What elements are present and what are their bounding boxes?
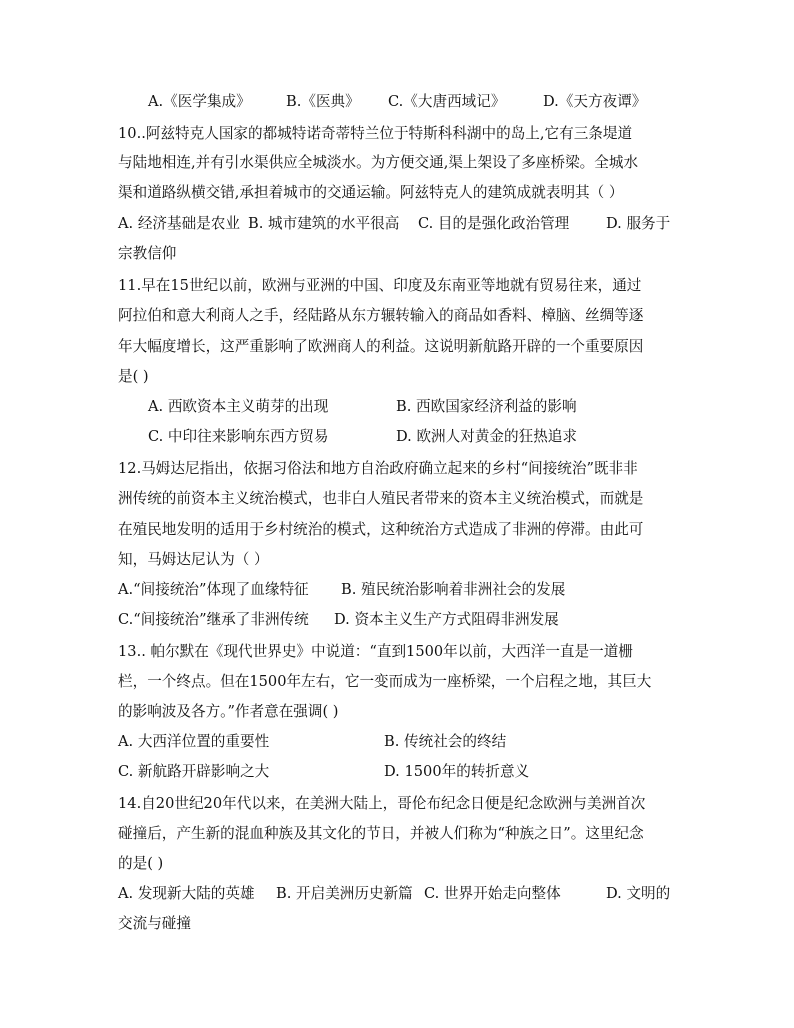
q9-option-d: D.《天方夜谭》 (543, 93, 647, 110)
q13-stem-line: 栏，一个终点。但在1500年左右，它一变而成为一座桥梁，一个启程之地，其巨大 (118, 673, 652, 690)
q14-option-d: D. 文明的 (606, 885, 671, 902)
q9-option-a: A.《医学集成》 (148, 93, 251, 110)
q12-stem-line: 12.马姆达尼指出，依据习俗法和地方自治政府确立起来的乡村“间接统治”既非非 (118, 460, 638, 477)
q12-option-d: D. 资本主义生产方式阻碍非洲发展 (334, 611, 559, 628)
q11-stem-line: 11.早在15世纪以前，欧洲与亚洲的中国、印度及东南亚等地就有贸易往来，通过 (118, 277, 642, 294)
q10-option-d: D. 服务于 (606, 215, 671, 232)
q14-stem-line: 碰撞后，产生新的混血种族及其文化的节日，并被人们称为“种族之日”。这里纪念 (118, 825, 644, 842)
q13-option-d: D. 1500年的转折意义 (384, 763, 530, 780)
q13-stem-line: 的影响波及各方。”作者意在强调( ) (118, 703, 339, 720)
q11-option-b: B. 西欧国家经济利益的影响 (396, 398, 577, 415)
q10-stem-line: 与陆地相连,并有引水渠供应全城淡水。为方便交通,渠上架设了多座桥梁。全城水 (118, 154, 639, 171)
q11-option-a: A. 西欧资本主义萌芽的出现 (148, 398, 329, 415)
q10-stem-line: 渠和道路纵横交错,承担着城市的交通运输。阿兹特克人的建筑成就表明其（ ） (118, 184, 624, 201)
q14-option-a: A. 发现新大陆的英雄 (118, 885, 255, 902)
q11-option-d: D. 欧洲人对黄金的狂热追求 (396, 428, 577, 445)
q14-option-c: C. 世界开始走向整体 (424, 885, 561, 902)
q13-option-b: B. 传统社会的终结 (384, 733, 507, 750)
q11-stem-line: 阿拉伯和意大利商人之手，经陆路从东方辗转输入的商品如香料、樟脑、丝绸等逐 (118, 307, 644, 324)
q11-option-c: C. 中印往来影响东西方贸易 (148, 428, 329, 445)
q12-option-c: C.“间接统治”继承了非洲传统 (118, 611, 309, 628)
q12-stem-line: 知，马姆达尼认为（ ） (118, 551, 269, 568)
q14-stem-line: 的是( ) (118, 855, 164, 872)
q10-option-c: C. 目的是强化政治管理 (418, 215, 570, 232)
q13-option-c: C. 新航路开辟影响之大 (118, 763, 270, 780)
q13-option-a: A. 大西洋位置的重要性 (118, 733, 270, 750)
q11-stem-line: 年大幅度增长，这严重影响了欧洲商人的利益。这说明新航路开辟的一个重要原因 (118, 338, 644, 355)
q11-stem-line: 是( ) (118, 368, 149, 385)
q12-option-a: A.“间接统治”体现了血缘特征 (118, 581, 309, 598)
q10-option-d-cont: 宗教信仰 (118, 245, 177, 262)
q13-stem-line: 13.. 帕尔默在《现代世界史》中说道：“直到1500年以前，大西洋一直是一道栅 (118, 643, 633, 660)
q9-option-c: C.《大唐西域记》 (388, 93, 506, 110)
q14-option-d-cont: 交流与碰撞 (118, 915, 191, 932)
q14-option-b: B. 开启美洲历史新篇 (276, 885, 413, 902)
q9-option-b: B.《医典》 (286, 93, 360, 110)
q12-stem-line: 洲传统的前资本主义统治模式，也非白人殖民者带来的资本主义统治模式，而就是 (118, 490, 644, 507)
q12-option-b: B. 殖民统治影响着非洲社会的发展 (341, 581, 566, 598)
q10-option-b: B. 城市建筑的水平很高 (248, 215, 400, 232)
q10-option-a: A. 经济基础是农业 (118, 215, 240, 232)
q10-stem-line: 10..阿兹特克人国家的都城特诺奇蒂特兰位于特斯科科湖中的岛上,它有三条堤道 (118, 125, 633, 142)
q14-stem-line: 14.自20世纪20年代以来，在美洲大陆上，哥伦布纪念日便是纪念欧洲与美洲首次 (118, 795, 646, 812)
q12-stem-line: 在殖民地发明的适用于乡村统治的模式，这种统治方式造成了非洲的停滞。由此可 (118, 521, 644, 538)
